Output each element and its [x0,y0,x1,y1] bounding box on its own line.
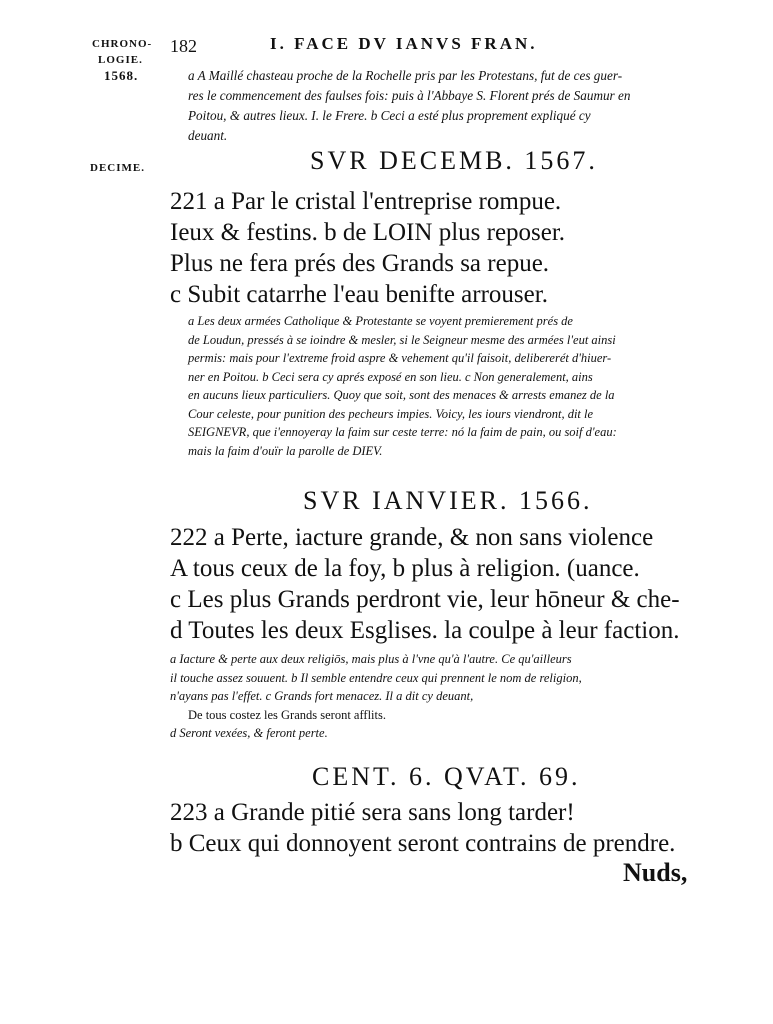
note-line: deuant. [188,128,228,143]
note-line: mais la faim d'ouïr la parolle de DIEV. [188,443,383,458]
verse-line: 221 a Par le cristal l'entreprise rompue. [170,188,562,215]
note-line: de Loudun, pressés à se ioindre & mesler, si le Seigneur mesme des armées l'eut ainsi [188,332,616,347]
note-line: ner en Poitou. b Ceci sera cy aprés exposé en son lieu. c Non generalement, ains [188,369,593,384]
note-block-1568 [188,66,630,146]
verse-223 [170,797,675,859]
heading-decemb: SVR DECEMB. 1567. [310,146,598,175]
verse-line: 223 a Grande pitié sera sans long tarder! [170,799,575,826]
verse-line: c Les plus Grands perdront vie, leur hōneur & che- [170,586,680,613]
note-line: SEIGNEVR, que i'ennoyeray la faim sur ceste terre: nó la faim de pain, ou soif d'eau: [188,425,617,439]
verse-221 [170,186,565,310]
verse-line: c Subit catarrhe l'eau benifte arrouser. [170,281,548,308]
page-number: 182 [170,36,197,56]
margin-chronologie-2: LOGIE. [98,54,143,66]
note-line: res le commencement des faulses fois: puis à l'Abbaye S. Florent prés de Saumur en [188,88,631,103]
note-line: d Seront vexées, & feront perte. [170,726,328,740]
heading-cent: CENT. 6. QVAT. 69. [312,762,581,791]
notes-221 [188,312,617,460]
verse-line: d Toutes les deux Esglises. la coulpe à leur faction. [170,617,680,644]
verse-line: b Ceux qui donnoyent seront contrains de prendre. [170,830,676,857]
verse-line: Plus ne fera prés des Grands sa repue. [170,250,550,277]
margin-year: 1568. [104,68,139,83]
note-line: De tous costez les Grands seront afflits. [188,707,386,722]
verse-line: Ieux & festins. b de LOIN plus reposer. [170,219,566,246]
note-line: Poitou, & autres lieux. I. le Frere. b Ceci a esté plus proprement expliqué cy [188,108,591,123]
margin-decime: DECIME. [90,162,145,174]
note-line: en aucuns lieux particuliers. Quoy que soit, sont des menaces & arrests emanez de la [188,388,615,402]
note-line: a Les deux armées Catholique & Protestante se voyent premierement prés de [188,314,573,328]
note-line: n'ayans pas l'effet. c Grands fort menacez. Il a dit cy deuant, [170,689,474,703]
heading-ianvier: SVR IANVIER. 1566. [303,486,593,515]
verse-222 [170,522,680,646]
running-title: I. FACE DV IANVS FRAN. [270,34,538,53]
margin-chronologie-1: CHRONO- [92,38,153,50]
verse-line: A tous ceux de la foy, b plus à religion. (uance. [170,555,640,582]
note-line: a A Maillé chasteau proche de la Rochelle pris par les Protestans, fut de ces guer- [188,68,623,83]
note-line: permis: mais pour l'extreme froid aspre & vehement qu'il faisoit, delibererét d'hiuer- [188,351,612,365]
catchword: Nuds, [623,858,688,887]
note-line: Cour celeste, pour punition des pecheurs impies. Voicy, les iours viendront, dit le [188,406,594,421]
note-line: a Iacture & perte aux deux religiōs, mais plus à l'vne qu'à l'autre. Ce qu'ailleurs [170,652,572,666]
verse-line: 222 a Perte, iacture grande, & non sans violence [170,524,654,551]
note-line: il touche assez souuent. b Il semble entendre ceux qui prennent le nom de religion, [170,670,582,685]
notes-222 [170,650,582,743]
